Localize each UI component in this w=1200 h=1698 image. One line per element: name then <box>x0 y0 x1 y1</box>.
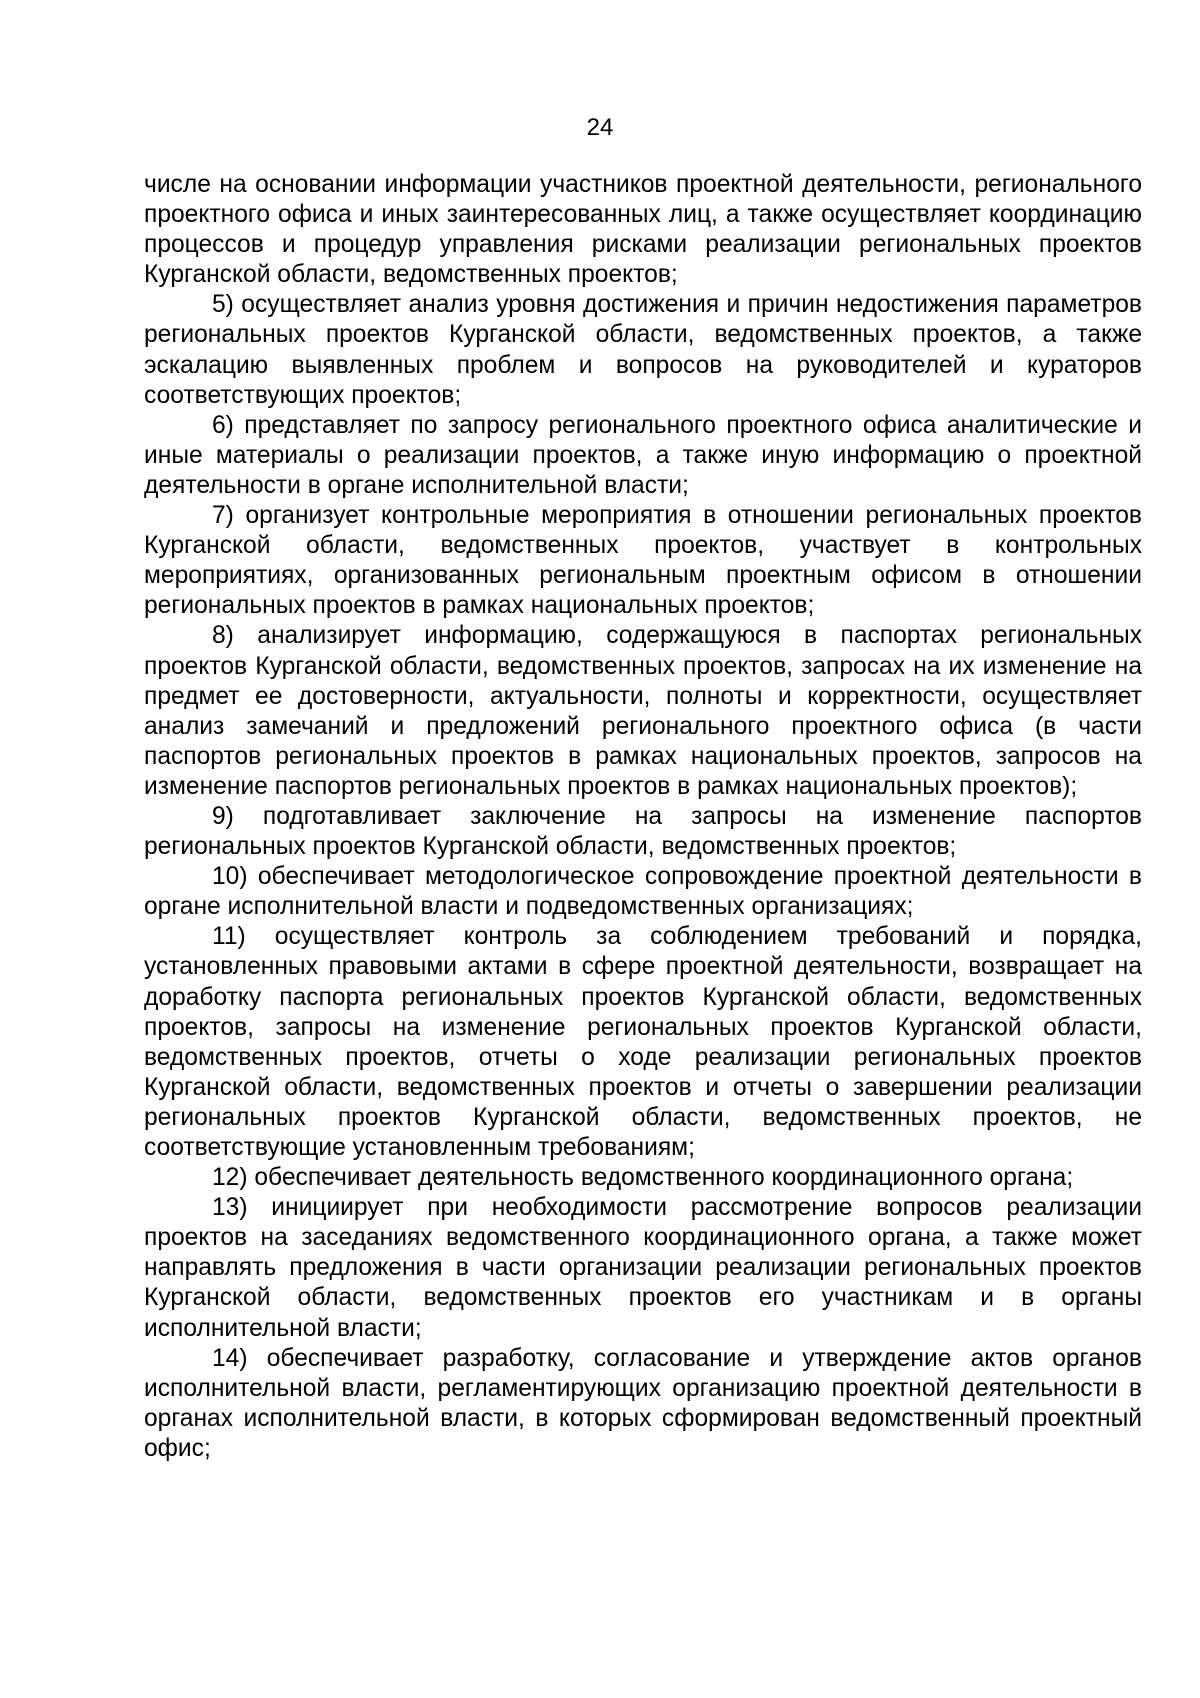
list-item-6: 6) представляет по запросу регионального проектного офиса аналитические и иные материалы о реализации проектов, а также иную информацию о проектной деятельности в органе исполнительной власти; <box>144 411 1142 499</box>
list-item-7: 7) организует контрольные мероприятия в отношении региональных проектов Курганской области, ведомственных проектов, участвует в контрольных мероприятиях, организованных региональным проектным офисом в отношении региональных проектов в рамках национальных проектов; <box>144 502 1142 620</box>
paragraph-continuation: числе на основании информации участников проектной деятельности, регионального проектного офиса и иных заинтересованных лиц, а также осуществляет координацию процессов и процедур управления рисками реализации региональных проектов Курганской области, ведомственных проектов; <box>144 171 1142 289</box>
list-item-10: 10) обеспечивает методологическое сопровождение проектной деятельности в органе исполнительной власти и подведомственных организациях; <box>144 863 1142 921</box>
list-item-13: 13) инициирует при необходимости рассмотрение вопросов реализации проектов на заседаниях ведомственного координационного органа, а также может направлять предложения в части организации реализации региональных проектов Курганской области, ведомственных проектов его участникам и в органы исполнительной власти; <box>144 1194 1142 1342</box>
page-number: 24 <box>586 114 614 141</box>
list-item-8: 8) анализирует информацию, содержащуюся в паспортах региональных проектов Курганской области, ведомственных проектов, запросах на их изменение на предмет ее достоверности, актуальности, полноты и корректности, осуществляет анализ замечаний и предложений регионального проектного офиса (в части паспортов региональных проектов в рамках национальных проектов, запросов на изменение паспортов региональных проектов в рамках национальных проектов); <box>144 622 1142 800</box>
list-item-5: 5) осуществляет анализ уровня достижения и причин недостижения параметров региональных проектов Курганской области, ведомственных проектов, а также эскалацию выявленных проблем и вопросов на руководителей и кураторов соответствующих проектов; <box>144 291 1142 409</box>
list-item-9: 9) подготавливает заключение на запросы на изменение паспортов региональных проектов Курганской области, ведомственных проектов; <box>144 802 1142 861</box>
list-item-12: 12) обеспечивает деятельность ведомственного координационного органа; <box>212 1164 1074 1192</box>
list-item-11: 11) осуществляет контроль за соблюдением требований и порядка, установленных правовыми актами в сфере проектной деятельности, возвращает на доработку паспорта региональных проектов Курганской области, ведомственных проектов, запросы на изменение региональных проектов Курганской области, ведомственных проектов, отчеты о ходе реализации региональных проектов Курганской области, ведомственных проектов и отчеты о завершении реализации региональных проектов Курганской области, ведомственных проектов, не соответствующие установленным требованиям; <box>144 923 1142 1161</box>
list-item-14: 14) обеспечивает разработку, согласование и утверждение актов органов исполнительной власти, регламентирующих организацию проектной деятельности в органах исполнительной власти, в которых сформирован ведомственный проектный офис; <box>144 1344 1142 1462</box>
document-body <box>144 170 1142 1464</box>
